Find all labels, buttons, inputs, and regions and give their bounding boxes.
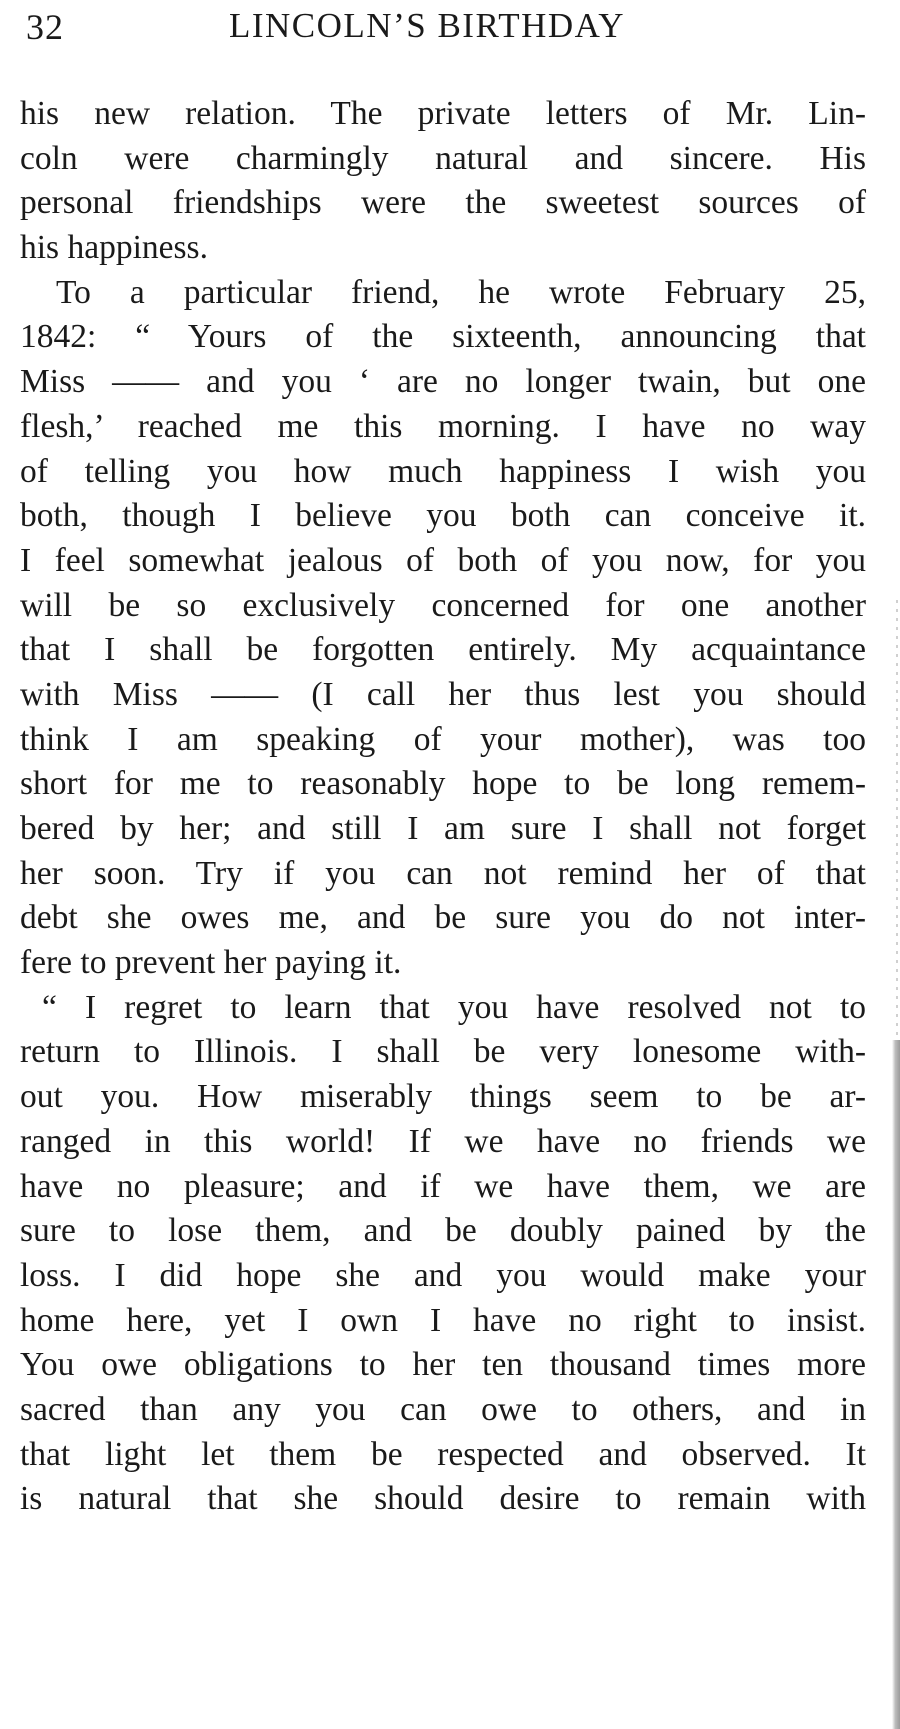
- text-line: I feel somewhat jealous of both of you now, for you: [20, 541, 866, 579]
- text-line: flesh,’ reached me this morning. I have no way: [20, 407, 866, 445]
- text-line: will be so exclusively concerned for one another: [20, 586, 866, 624]
- text-line: short for me to reasonably hope to be long remem-: [20, 765, 866, 803]
- page-edge-shadow-top: [896, 600, 898, 1050]
- running-head: LINCOLN’S BIRTHDAY: [229, 6, 625, 45]
- text-line: personal friendships were the sweetest sources of: [20, 184, 866, 222]
- text-line: Miss —— and you ‘ are no longer twain, but one: [20, 363, 866, 401]
- text-line: her soon. Try if you can not remind her of that: [20, 854, 866, 892]
- text-line: ranged in this world! If we have no friends we: [20, 1122, 866, 1160]
- text-line: fere to prevent her paying it.: [20, 944, 402, 982]
- page-header: [0, 2, 900, 52]
- text-line: bered by her; and still I am sure I shall not forget: [20, 810, 866, 847]
- text-line: To a particular friend, he wrote February 25,: [56, 273, 866, 311]
- text-line: sacred than any you can owe to others, and in: [20, 1390, 866, 1428]
- text-line: his new relation. The private letters of Mr. Lin-: [20, 95, 866, 132]
- text-line: of telling you how much happiness I wish you: [20, 452, 866, 490]
- page-edge-shadow: [892, 1040, 900, 1729]
- text-line: “ I regret to learn that you have resolved not to: [42, 988, 866, 1026]
- text-line: that I shall be forgotten entirely. My acquaintance: [20, 631, 866, 669]
- text-line: is natural that she should desire to remain with: [20, 1480, 866, 1518]
- page-number: 32: [26, 7, 64, 47]
- text-line: 1842: “ Yours of the sixteenth, announcing that: [20, 318, 866, 356]
- text-line: both, though I believe you both can conceive it.: [20, 497, 866, 535]
- text-line: sure to lose them, and be doubly pained by the: [20, 1212, 866, 1250]
- text-line: debt she owes me, and be sure you do not inter-: [20, 899, 866, 937]
- text-line: home here, yet I own I have no right to insist.: [20, 1301, 866, 1339]
- text-line: loss. I did hope she and you would make your: [20, 1256, 866, 1294]
- text-line: You owe obligations to her ten thousand times more: [20, 1346, 866, 1384]
- text-line: that light let them be respected and observed. It: [20, 1435, 866, 1473]
- text-line: coln were charmingly natural and sincere. His: [20, 139, 866, 177]
- text-line: his happiness.: [20, 229, 208, 267]
- body-text: [20, 92, 866, 1522]
- text-line: return to Illinois. I shall be very lonesome with-: [20, 1033, 866, 1071]
- text-line: out you. How miserably things seem to be ar-: [20, 1078, 866, 1116]
- text-line: have no pleasure; and if we have them, we are: [20, 1167, 866, 1205]
- text-line: with Miss —— (I call her thus lest you should: [20, 675, 866, 713]
- text-line: think I am speaking of your mother), was too: [20, 720, 866, 758]
